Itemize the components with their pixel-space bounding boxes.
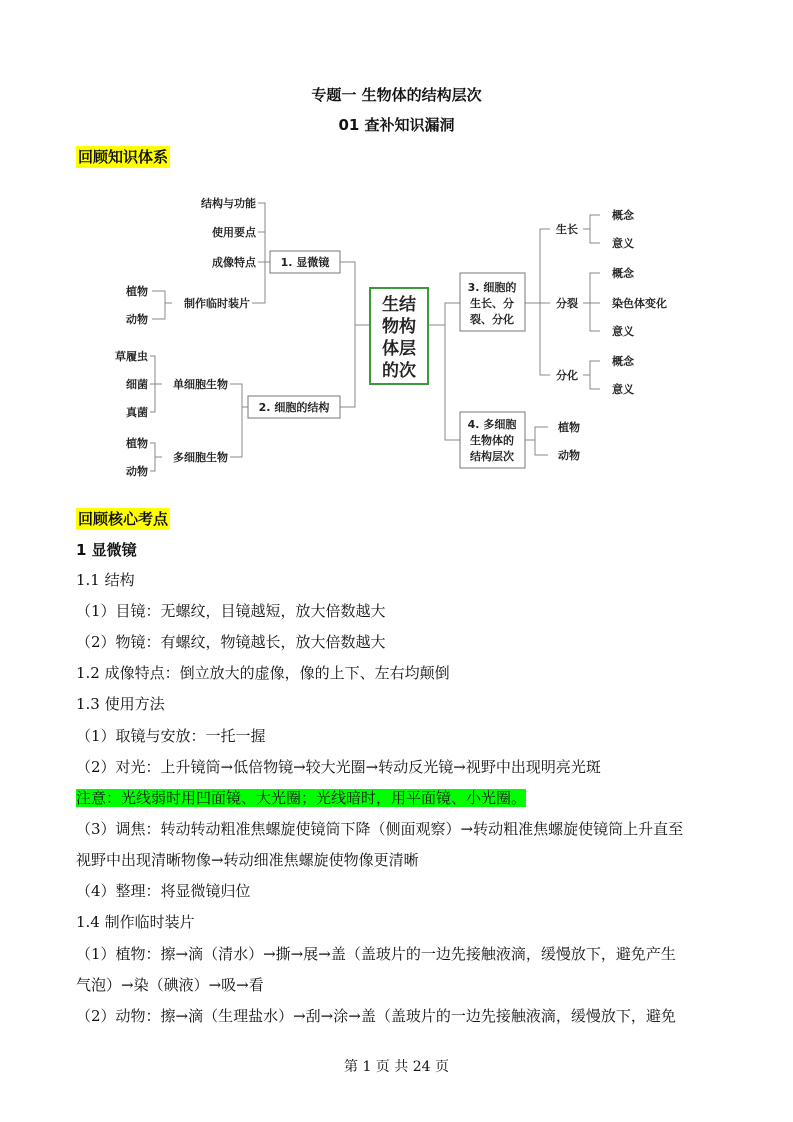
node-slide-plant: 植物	[126, 285, 148, 298]
text-focus-1: （3）调焦：转动转动粗准焦螺旋使镜筒下降（侧面观察）→转动粗准焦螺旋使镜筒上升直至	[76, 820, 684, 838]
node-division: 分裂	[556, 297, 578, 310]
subheading-imaging: 1.2 成像特点：倒立放大的虚像，像的上下、左右均颠倒	[76, 664, 450, 682]
node-differentiation-meaning: 意义	[612, 383, 634, 396]
center-node-line-2: 物构	[382, 317, 416, 337]
heading-microscope: 1 显微镜	[76, 541, 137, 559]
text-eyepiece: （1）目镜：无螺纹，目镜越短，放大倍数越大	[76, 602, 386, 620]
center-node-line-4: 的次	[382, 361, 416, 381]
subheading-slide: 1.4 制作临时装片	[76, 913, 195, 931]
node-differentiation-concept: 概念	[612, 355, 634, 368]
node-levels-plant: 植物	[558, 421, 580, 434]
section-heading-review-core: 回顾核心考点	[78, 510, 169, 528]
node-microscope: 1. 显微镜	[280, 256, 330, 269]
text-objective: （2）物镜：有螺纹，物镜越长，放大倍数越大	[76, 633, 386, 651]
section-heading-review-system: 回顾知识体系	[78, 148, 169, 166]
text-plant-slide-1: （1）植物：擦→滴（清水）→撕→展→盖（盖玻片的一边先接触液滴，缓慢放下，避免产生	[76, 945, 676, 963]
node-unicellular: 单细胞生物	[173, 378, 228, 391]
node-bacteria: 细菌	[126, 378, 148, 391]
text-light-adjust: （2）对光：上升镜筒→低倍物镜→较大光圈→转动反光镜→视野中出现明亮光斑	[76, 758, 601, 776]
node-growth: 生长	[556, 223, 578, 236]
node-cell-growth-line-2: 生长、分	[470, 297, 514, 310]
note-line	[76, 788, 526, 808]
page-subtitle: 01 查补知识漏洞	[338, 116, 455, 134]
subheading-usage: 1.3 使用方法	[76, 695, 165, 713]
text-focus-2: 视野中出现清晰物像→转动细准焦螺旋使物像更清晰	[76, 851, 419, 869]
node-paramecium: 草履虫	[115, 350, 148, 363]
node-chromosome-change: 染色体变化	[612, 297, 667, 310]
center-node-line-3: 体层	[382, 339, 416, 359]
node-fungi: 真菌	[126, 406, 148, 419]
text-tidy: （4）整理：将显微镜归位	[76, 882, 251, 900]
node-cell-growth-line-1: 3. 细胞的	[467, 281, 517, 294]
text-plant-slide-2: 气泡）→染（碘液）→吸→看	[76, 976, 264, 994]
node-levels-line-3: 结构层次	[470, 450, 514, 463]
subheading-structure: 1.1 结构	[76, 571, 135, 589]
node-division-meaning: 意义	[612, 325, 634, 338]
page-footer: 第 1 页 共 24 页	[344, 1059, 449, 1075]
node-temporary-slide: 制作临时装片	[184, 297, 250, 310]
node-multi-plant: 植物	[126, 437, 148, 450]
page-title: 专题一 生物体的结构层次	[311, 86, 482, 104]
node-growth-concept: 概念	[612, 209, 634, 222]
node-growth-meaning: 意义	[612, 237, 634, 250]
node-levels-line-1: 4. 多细胞	[467, 418, 517, 431]
node-structure-function: 结构与功能	[201, 197, 256, 210]
node-multi-animal: 动物	[126, 465, 148, 478]
note-highlight: 注意：光线弱时用凹面镜、大光圈；光线暗时，用平面镜、小光圈。	[76, 789, 527, 807]
text-take-place: （1）取镜与安放：一托一握	[76, 727, 266, 745]
node-levels-animal: 动物	[558, 449, 580, 462]
node-imaging-features: 成像特点	[212, 256, 256, 269]
node-cell-structure: 2. 细胞的结构	[258, 401, 330, 414]
node-differentiation: 分化	[556, 369, 578, 382]
node-usage-points: 使用要点	[212, 226, 256, 239]
knowledge-mindmap	[80, 185, 700, 480]
node-multicellular: 多细胞生物	[173, 451, 228, 464]
node-cell-growth-line-3: 裂、分化	[470, 313, 514, 326]
node-division-concept: 概念	[612, 267, 634, 280]
text-animal-slide-1: （2）动物：擦→滴（生理盐水）→刮→涂→盖（盖玻片的一边先接触液滴，缓慢放下，避免	[76, 1007, 676, 1025]
node-levels-line-2: 生物体的	[470, 434, 514, 447]
center-node-line-1: 生结	[382, 295, 416, 315]
node-slide-animal: 动物	[126, 313, 148, 326]
